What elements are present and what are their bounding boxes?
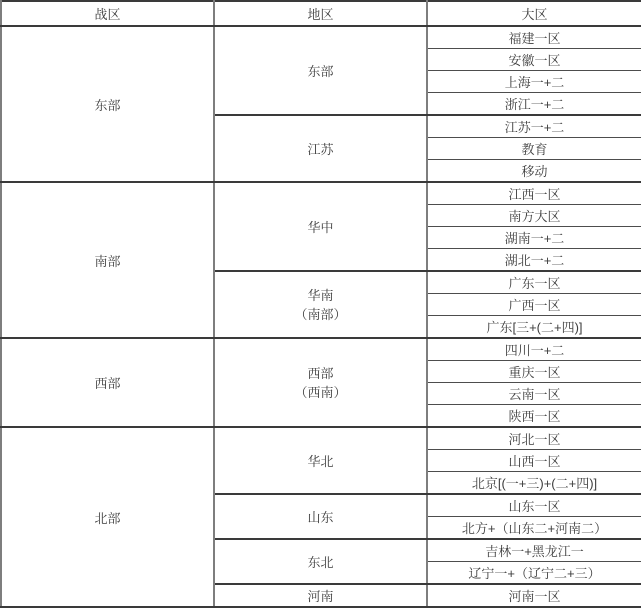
district-cell: 云南一区 xyxy=(427,383,641,405)
header-cell-region: 地区 xyxy=(214,1,427,26)
zone-cell: 北部 xyxy=(1,427,214,607)
table-row xyxy=(1,427,641,450)
zone-cell: 西部 xyxy=(1,338,214,427)
header-cell-district: 大区 xyxy=(427,1,641,26)
zone-cell: 南部 xyxy=(1,182,214,338)
district-cell: 陕西一区 xyxy=(427,405,641,428)
district-cell: 教育 xyxy=(427,138,641,160)
header-row xyxy=(1,1,641,26)
table-row xyxy=(1,182,641,205)
district-cell: 四川一+二 xyxy=(427,338,641,361)
district-cell: 河北一区 xyxy=(427,427,641,450)
district-cell: 安徽一区 xyxy=(427,49,641,71)
table-row xyxy=(1,338,641,361)
district-cell: 广西一区 xyxy=(427,294,641,316)
district-cell: 福建一区 xyxy=(427,26,641,49)
district-cell: 山东一区 xyxy=(427,494,641,517)
district-cell: 北京[(一+三)+(二+四)] xyxy=(427,472,641,495)
district-cell: 南方大区 xyxy=(427,205,641,227)
region-cell: 江苏 xyxy=(214,115,427,182)
district-cell: 湖南一+二 xyxy=(427,227,641,249)
district-cell: 北方+（山东二+河南二） xyxy=(427,517,641,540)
region-cell: 山东 xyxy=(214,494,427,539)
region-name: 华南 xyxy=(307,287,334,303)
district-cell: 移动 xyxy=(427,160,641,183)
district-cell: 河南一区 xyxy=(427,584,641,607)
district-cell: 重庆一区 xyxy=(427,361,641,383)
region-cell: 华北 xyxy=(214,427,427,494)
district-cell: 江苏一+二 xyxy=(427,115,641,138)
district-cell: 山西一区 xyxy=(427,450,641,472)
district-cell: 湖北一+二 xyxy=(427,249,641,272)
header-cell-zone: 战区 xyxy=(1,1,214,26)
table-row xyxy=(1,26,641,49)
district-cell: 上海一+二 xyxy=(427,71,641,93)
region-cell xyxy=(214,271,427,338)
region-name-line2: （西南） xyxy=(294,384,347,400)
region-cell: 东部 xyxy=(214,26,427,115)
district-cell: 吉林一+黑龙江一 xyxy=(427,539,641,562)
zone-cell: 东部 xyxy=(1,26,214,182)
region-cell: 华中 xyxy=(214,182,427,271)
region-cell: 东北 xyxy=(214,539,427,584)
district-cell: 广东一区 xyxy=(427,271,641,294)
region-name: 西部 xyxy=(307,365,334,381)
district-cell: 广东[三+(二+四)] xyxy=(427,316,641,339)
region-name-line2: （南部） xyxy=(294,306,347,322)
region-cell xyxy=(214,338,427,427)
district-cell: 浙江一+二 xyxy=(427,93,641,116)
district-cell: 江西一区 xyxy=(427,182,641,205)
region-cell: 河南 xyxy=(214,584,427,607)
district-cell: 辽宁一+（辽宁二+三） xyxy=(427,562,641,585)
